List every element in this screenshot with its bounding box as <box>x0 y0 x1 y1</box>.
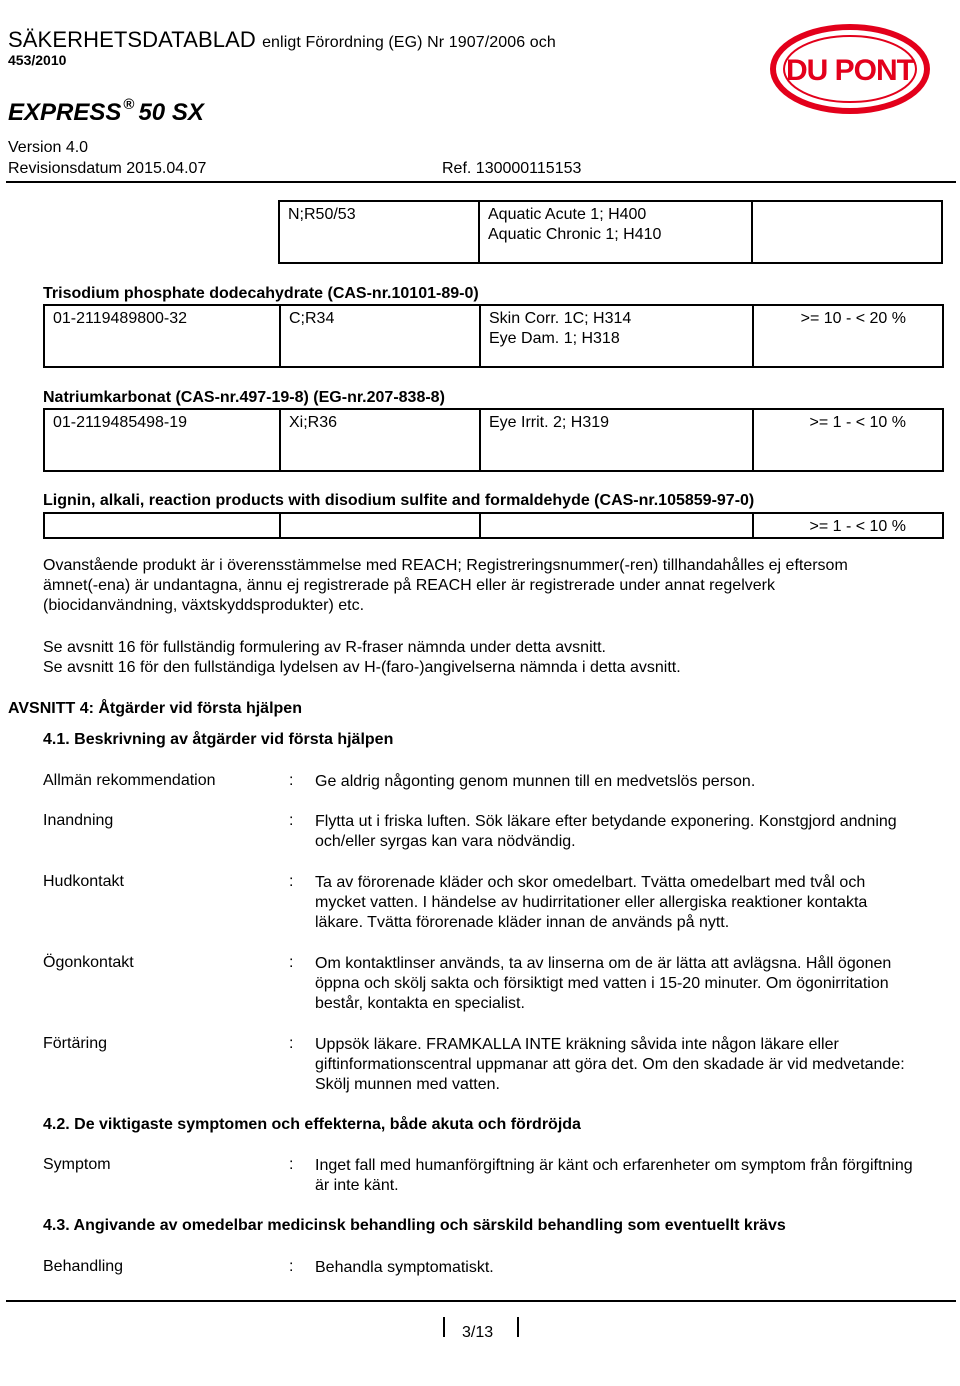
component-name-trisodium: Trisodium phosphate dodecahydrate (CAS-nr.10101-89-0) <box>43 285 479 302</box>
label-colon: : <box>289 772 294 789</box>
concentration: >= 1 - < 10 % <box>753 409 943 471</box>
classification-old: N;R50/53 <box>279 201 479 263</box>
classification-new: Skin Corr. 1C; H314 Eye Dam. 1; H318 <box>480 305 753 367</box>
product-name-text: EXPRESS <box>8 99 122 126</box>
footer-divider <box>6 1300 956 1302</box>
subsection-4-3-title: 4.3. Angivande av omedelbar medicinsk behandling och särskild behandling som eventuellt krävs <box>43 1217 786 1234</box>
title-year: 453/2010 <box>8 52 67 68</box>
label-colon: : <box>289 1258 294 1275</box>
concentration: >= 1 - < 10 % <box>753 513 943 538</box>
composition-row-top <box>43 200 943 264</box>
classification-new: Aquatic Acute 1; H400 Aquatic Chronic 1; H410 <box>479 201 752 263</box>
registered-mark: ® <box>123 96 135 113</box>
classification-old: C;R34 <box>280 305 480 367</box>
first-aid-text: Ge aldrig någonting genom munnen till en medvetslös person. <box>315 773 756 790</box>
product-suffix: 50 SX <box>138 99 204 126</box>
classification-new: Eye Irrit. 2; H319 <box>480 409 753 471</box>
subsection-4-1-title: 4.1. Beskrivning av åtgärder vid första hjälpen <box>43 731 394 748</box>
r-phrases-note: Se avsnitt 16 för fullständig formulering av R-fraser nämnda under detta avsnitt. <box>43 639 606 656</box>
reach-note: Ovanstående produkt är i överensstämmelse med REACH; Registreringsnummer(-ren) tillhandahålles ej eftersom ämnet(-ena) är undantagna, ännu ej registrerade på REACH eller är registrerade under annat regelverk (biocidanvändning, växtskyddsprodukter) etc. <box>43 557 848 614</box>
subsection-4-2-title: 4.2. De viktigaste symptomen och effekterna, både akuta och fördröjda <box>43 1116 581 1133</box>
reference-number: Ref. 130000115153 <box>442 160 582 177</box>
concentration: >= 10 - < 20 % <box>753 305 943 367</box>
label-colon: : <box>289 1156 294 1173</box>
title-sub: enligt Förordning (EG) Nr 1907/2006 och <box>262 34 556 51</box>
title-main: SÄKERHETSDATABLAD <box>8 27 256 52</box>
first-aid-label: Allmän rekommendation <box>43 772 216 789</box>
first-aid-label: Hudkontakt <box>43 873 124 890</box>
symptom-label: Symptom <box>43 1156 111 1173</box>
first-aid-text: Flytta ut i friska luften. Sök läkare efter betydande exponering. Konstgjord andning och/eller syrgas kan vara nödvändig. <box>315 813 897 850</box>
treatment-label: Behandling <box>43 1258 124 1275</box>
first-aid-text: Om kontaktlinser används, ta av linserna om de är lätta att avlägsna. Håll ögonen öppna och skölj sakta och försiktigt med vatten i 15-20 minuter. Om ögonirritation består, kontakta en specialist. <box>315 955 892 1012</box>
composition-row-natrium <box>43 408 944 472</box>
composition-row-lignin <box>43 512 944 539</box>
label-colon: : <box>289 812 294 829</box>
component-name-natrium: Natriumkarbonat (CAS-nr.497-19-8) (EG-nr.207-838-8) <box>43 389 445 406</box>
document-title <box>8 27 556 53</box>
treatment-text: Behandla symptomatiskt. <box>315 1259 494 1276</box>
classification-old: Xi;R36 <box>280 409 480 471</box>
first-aid-text: Ta av förorenade kläder och skor omedelbart. Tvätta omedelbart med tvål och mycket vatten. I händelse av hudirritationer eller allergiska reaktioner kontakta läkare. Tvätta förorenade kläder innan de används på nytt. <box>315 874 868 931</box>
composition-row-trisodium <box>43 304 944 368</box>
label-colon: : <box>289 1035 294 1052</box>
product-name <box>8 98 204 127</box>
h-phrases-note: Se avsnitt 16 för den fullständiga lydelsen av H-(faro-)angivelserna nämnda i detta avsnitt. <box>43 659 681 676</box>
label-colon: : <box>289 873 294 890</box>
label-colon: : <box>289 954 294 971</box>
header-divider <box>6 181 956 183</box>
dupont-logo <box>770 24 930 114</box>
first-aid-label: Ögonkontakt <box>43 954 134 971</box>
first-aid-label: Inandning <box>43 812 114 829</box>
first-aid-label: Förtäring <box>43 1035 108 1052</box>
registration-number: 01-2119485498-19 <box>44 409 280 471</box>
first-aid-text: Uppsök läkare. FRAMKALLA INTE kräkning såvida inte någon läkare eller giftinformationscentral uppmanar att göra det. Om den skadade är vid medvetande: Skölj munnen med vatten. <box>315 1036 905 1093</box>
page-number: 3/13 <box>462 1324 494 1341</box>
section-4-title: AVSNITT 4: Åtgärder vid första hjälpen <box>8 700 302 717</box>
component-name-lignin: Lignin, alkali, reaction products with disodium sulfite and formaldehyde (CAS-nr.105859-97-0) <box>43 492 755 509</box>
version: Version 4.0 <box>8 139 89 156</box>
revision-date: Revisionsdatum 2015.04.07 <box>8 160 207 177</box>
symptom-text: Inget fall med humanförgiftning är känt och erfarenheter om symptom från förgiftning är inte känt. <box>315 1157 913 1194</box>
registration-number: 01-2119489800-32 <box>44 305 280 367</box>
logo-text: DU PONT <box>786 54 914 87</box>
